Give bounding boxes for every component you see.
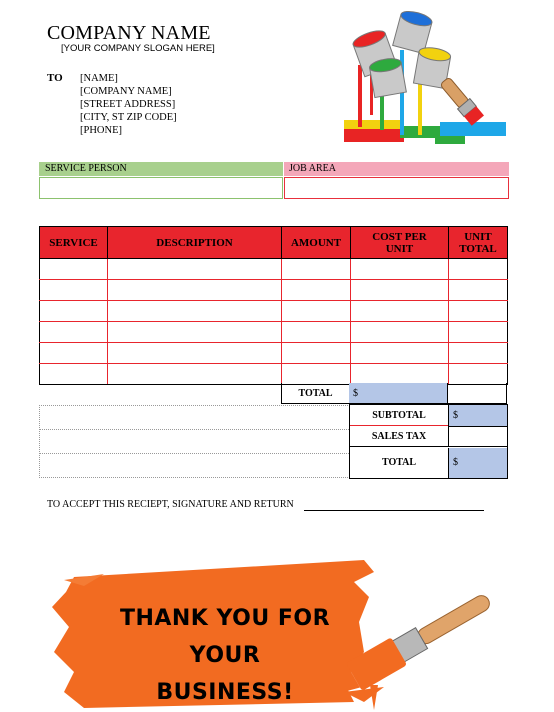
recipient-phone: [PHONE] xyxy=(80,125,122,136)
recipient-company: [COMPANY NAME] xyxy=(80,86,172,97)
thanks-line-3: BUSINESS! xyxy=(156,680,294,705)
cost-cell[interactable] xyxy=(351,343,449,364)
cost-cell[interactable] xyxy=(351,364,449,385)
amount-cell[interactable] xyxy=(282,259,351,280)
unit-total-cell[interactable] xyxy=(449,301,508,322)
company-slogan: [YOUR COMPANY SLOGAN HERE] xyxy=(61,43,215,54)
header-description: DESCRIPTION xyxy=(108,227,282,259)
table-row xyxy=(40,259,508,280)
thank-you-message xyxy=(90,600,360,711)
description-cell[interactable] xyxy=(108,280,282,301)
signature-instruction: TO ACCEPT THIS RECIEPT, SIGNATURE AND RETURN xyxy=(47,499,294,510)
job-area-header: JOB AREA xyxy=(284,162,509,176)
table-row xyxy=(40,364,508,385)
recipient-street: [STREET ADDRESS] xyxy=(80,99,176,110)
cost-cell[interactable] xyxy=(351,322,449,343)
table-row xyxy=(40,280,508,301)
amount-cell[interactable] xyxy=(282,322,351,343)
service-person-header: SERVICE PERSON xyxy=(39,162,283,176)
recipient-name: [NAME] xyxy=(80,73,118,84)
service-cell[interactable] xyxy=(40,322,108,343)
service-person-field[interactable] xyxy=(39,177,283,199)
notes-line xyxy=(40,430,349,454)
notes-line xyxy=(40,406,349,430)
grand-total-value[interactable]: $ xyxy=(448,448,507,478)
description-cell[interactable] xyxy=(108,364,282,385)
unit-total-cell[interactable] xyxy=(449,322,508,343)
unit-total-cell[interactable] xyxy=(449,364,508,385)
service-cell[interactable] xyxy=(40,301,108,322)
total-label: TOTAL xyxy=(281,383,350,404)
table-row xyxy=(40,343,508,364)
signature-line[interactable] xyxy=(304,510,484,511)
notes-area[interactable] xyxy=(39,405,350,478)
description-cell[interactable] xyxy=(108,301,282,322)
total-value[interactable]: $ xyxy=(349,383,448,404)
sales-tax-value[interactable] xyxy=(448,426,507,447)
description-cell[interactable] xyxy=(108,259,282,280)
table-row xyxy=(40,322,508,343)
thanks-line-1: THANK YOU FOR xyxy=(119,606,331,631)
cost-cell[interactable] xyxy=(351,259,449,280)
subtotal-label: SUBTOTAL xyxy=(350,405,448,426)
services-table xyxy=(39,226,508,385)
service-cell[interactable] xyxy=(40,259,108,280)
unit-total-cell[interactable] xyxy=(449,343,508,364)
table-header-row xyxy=(40,227,508,259)
description-cell[interactable] xyxy=(108,343,282,364)
cost-cell[interactable] xyxy=(351,301,449,322)
amount-cell[interactable] xyxy=(282,301,351,322)
description-cell[interactable] xyxy=(108,322,282,343)
notes-line xyxy=(40,454,349,478)
company-name: COMPANY NAME xyxy=(47,22,211,44)
sales-tax-label: SALES TAX xyxy=(350,426,448,447)
subtotal-value[interactable]: $ xyxy=(448,405,507,426)
unit-total-cell[interactable] xyxy=(449,280,508,301)
cost-cell[interactable] xyxy=(351,280,449,301)
service-cell[interactable] xyxy=(40,343,108,364)
job-area-field[interactable] xyxy=(284,177,509,199)
recipient-address xyxy=(80,72,177,137)
thanks-line-2: YOUR xyxy=(189,643,261,668)
to-label: TO xyxy=(47,72,63,84)
paint-cans-illustration xyxy=(340,10,510,155)
service-cell[interactable] xyxy=(40,280,108,301)
amount-cell[interactable] xyxy=(282,364,351,385)
recipient-city: [CITY, ST ZIP CODE] xyxy=(80,112,177,123)
total-extra-cell[interactable] xyxy=(447,383,507,404)
service-cell[interactable] xyxy=(40,364,108,385)
header-amount: AMOUNT xyxy=(282,227,351,259)
unit-total-cell[interactable] xyxy=(449,259,508,280)
grand-total-label: TOTAL xyxy=(381,457,417,468)
table-row xyxy=(40,301,508,322)
amount-cell[interactable] xyxy=(282,343,351,364)
header-service: SERVICE xyxy=(40,227,108,259)
header-cost-per-unit: COST PER UNIT xyxy=(351,227,449,259)
header-unit-total: UNIT TOTAL xyxy=(449,227,508,259)
amount-cell[interactable] xyxy=(282,280,351,301)
